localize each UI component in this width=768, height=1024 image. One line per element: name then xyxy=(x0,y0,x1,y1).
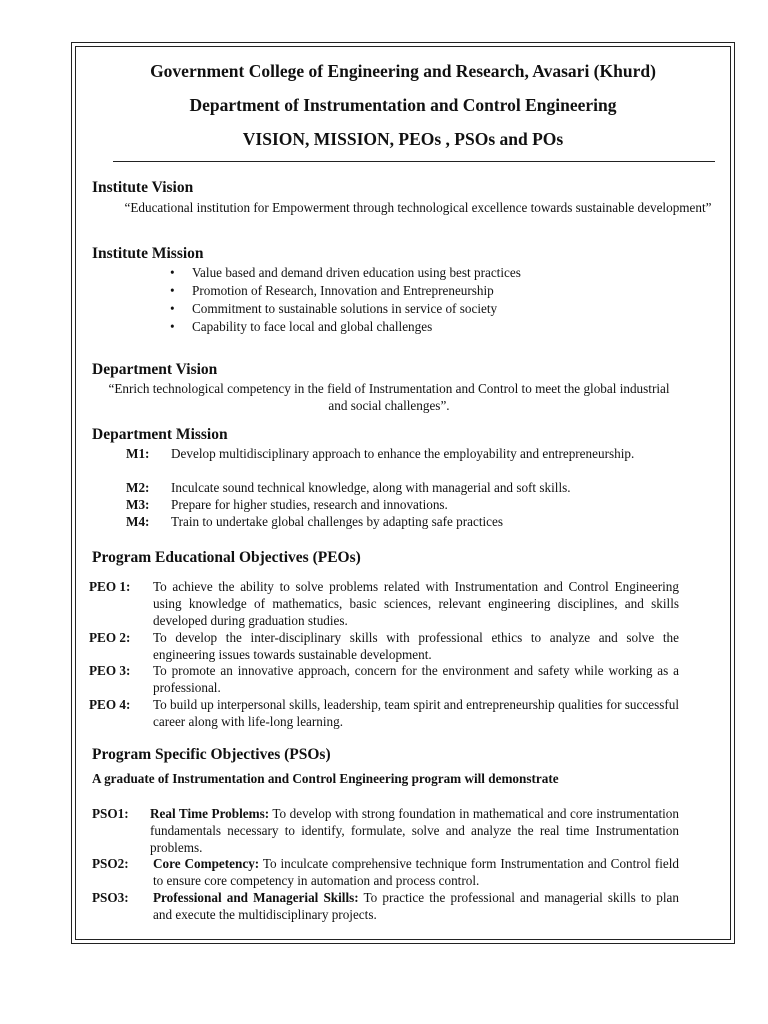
list-item: • Commitment to sustainable solutions in service of society xyxy=(170,301,498,316)
list-item: • Promotion of Research, Innovation and Entrepreneurship xyxy=(170,283,494,298)
list-item: • Value based and demand driven education using best practices xyxy=(170,265,521,280)
department-mission-heading: Department Mission xyxy=(92,426,228,443)
department-vision-text: “Enrich technological competency in the field of Instrumentation and Control to meet the global industrial and social challenges”. xyxy=(108,381,670,413)
peos-heading: Program Educational Objectives (PEOs) xyxy=(92,549,361,566)
list-item: • Capability to face local and global challenges xyxy=(170,319,433,334)
institute-mission-heading: Institute Mission xyxy=(92,245,204,262)
bullet-icon: • xyxy=(170,283,175,298)
bullet-icon: • xyxy=(170,319,175,334)
institute-vision-heading: Institute Vision xyxy=(92,179,194,196)
bullet-icon: • xyxy=(170,301,175,316)
institute-vision-text: “Educational institution for Empowerment through technological excellence towards sustainable development” xyxy=(124,200,712,215)
psos-intro: A graduate of Instrumentation and Control Engineering program will demonstrate xyxy=(92,771,559,786)
college-name: Government College of Engineering and Research, Avasari (Khurd) xyxy=(150,61,656,81)
department-name: Department of Instrumentation and Control Engineering xyxy=(189,95,617,115)
department-vision-heading: Department Vision xyxy=(92,361,218,378)
bullet-icon: • xyxy=(170,265,175,280)
psos-heading: Program Specific Objectives (PSOs) xyxy=(92,746,331,763)
institute-mission-list xyxy=(170,264,521,336)
header-divider xyxy=(113,161,715,162)
document-title: VISION, MISSION, PEOs , PSOs and POs xyxy=(242,129,564,149)
